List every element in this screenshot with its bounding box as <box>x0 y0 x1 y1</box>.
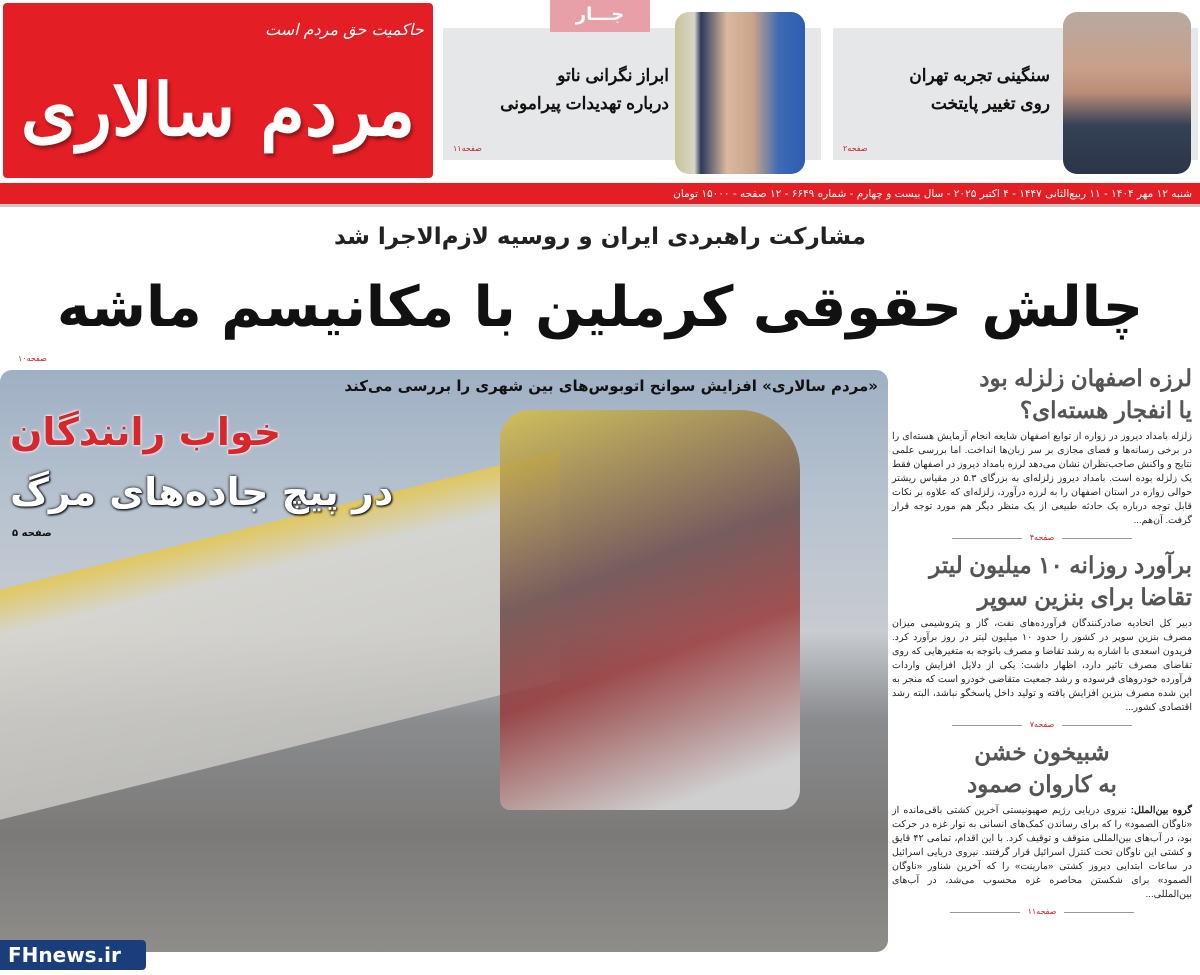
right-column <box>890 362 1200 975</box>
tagline: حاکمیت حق مردم است <box>265 20 424 39</box>
page-ref: صفحه۲ <box>843 144 868 153</box>
title-line1: برآورد روزانه ۱۰ میلیون لیتر <box>929 552 1192 578</box>
story-separator <box>892 718 1192 732</box>
divider <box>1062 725 1132 726</box>
masthead <box>3 3 433 178</box>
story-earthquake-body: زلزله بامداد دیروز در زواره از توابع اصفهان شایعه انجام آزمایش هسته‌ای را در برخی رسانه‌ها و فضای مجازی بر سر زبان‌ها انداخت. اما بررسی علمی نتایج و واکنش صاحب‌نظران نشان می‌دهد لرزه بامداد دیروز در اصفهان فقط یک زلزله بوده است. بامداد دیروز زلزله‌ای به بزرگای ۵.۳ در مقیاس ریشتر حوالی زواره در استان اصفهان را به لرزه درآورد، زلزله‌ای که علاوه بر نکات قابل توجه درباره یک حادثه طبیعی از یک منظر دیگر هم مورد توجه قرار گرفت. آن‌هم... <box>892 431 1192 526</box>
teaser-title-line1: ابراز نگرانی ناتو <box>557 66 669 85</box>
page-ref: صفحه۷ <box>1029 720 1055 729</box>
teaser-title-line2: درباره تهدیدات پیرامونی <box>500 94 669 113</box>
divider <box>952 538 1022 539</box>
lead-in: گروه بین‌الملل: <box>1130 805 1192 816</box>
teaser-photo-pezeshkian <box>1063 12 1191 174</box>
divider <box>950 912 1020 913</box>
story-earthquake-title[interactable] <box>892 362 1192 426</box>
teaser-title-line2: روی تغییر پایتخت <box>930 94 1050 113</box>
story-gasoline-body: دبیر کل اتحادیه صادرکنندگان فرآورده‌های نفت، گاز و پتروشیمی میزان مصرف بنزین سوپر در کشور را حدود ۱۰ میلیون لیتر در روز برآورد کرد. فریدون اسعدی با اشاره به رشد تقاضا و مصرف باتوجه به متغیرهایی که روی تقاضای مصرف تاثیر دارد، اظهار داشت: یکی از دلایل افزایش واردات فرآورده خودروهای فرسوده و رشد جمعیت متقاضی خودرو است که منجر به این شده مصرف بنزین افزایش یافته و تولید داخل پاسخگو نباشد، البته رشد اقتصادی کشور... <box>892 618 1192 713</box>
photo-page-ref: صفحه ۵ <box>12 528 52 539</box>
title-line1: شبیخون خشن <box>974 739 1110 765</box>
story-separator <box>892 531 1192 545</box>
lead-headline[interactable]: چالش حقوقی کرملین با مکانیسم ماشه <box>56 275 1144 340</box>
page-ref: صفحه۴ <box>1029 533 1055 542</box>
teaser-title-line1: سنگینی تجربه تهران <box>909 66 1050 85</box>
jaar-tag: جـــار <box>550 0 650 32</box>
title-line2: یا انفجار هسته‌ای؟ <box>1019 397 1192 423</box>
dateline: شنبه ۱۲ مهر ۱۴۰۴ - ۱۱ ربیع‌الثانی ۱۴۴۷ - ۴ اکتبر ۲۰۲۵ - سال بیست و چهارم - شماره ۶۶۴۹ - ۱۲ صفحه - ۱۵۰۰۰ تومان <box>0 183 1200 207</box>
divider <box>1064 912 1134 913</box>
page-ref: صفحه۱۱ <box>453 144 482 153</box>
fhnews-watermark: FHnews.ir <box>0 940 146 970</box>
story-separator <box>892 905 1192 919</box>
page-ref: صفحه۱۱ <box>1027 907 1057 916</box>
divider <box>1062 538 1132 539</box>
lead-page-ref: صفحه۱۰ <box>18 354 47 363</box>
bus-front-wreck <box>500 410 800 810</box>
photo-title-red: خواب رانندگان <box>10 410 282 454</box>
story-sumud-body <box>892 804 1192 902</box>
teaser-photo-rutte <box>675 12 805 174</box>
divider <box>952 725 1022 726</box>
title-line2: به کاروان صمود <box>967 771 1117 797</box>
bus-crash-photo[interactable] <box>0 370 888 952</box>
title-line2: تقاضا برای بنزین سوپر <box>977 584 1192 610</box>
story-sumud-title[interactable] <box>892 736 1192 800</box>
story-gasoline-title[interactable] <box>892 549 1192 613</box>
body-text: نیروی دریایی رژیم صهیونیستی آخرین کشتی باقی‌مانده از «ناوگان الصمود» را که برای رساندن کمک‌های انسانی به نوار غزه در حرکت بود، در آب‌های بین‌المللی متوقف و توقیف کرد. با این اقدام، تمامی ۴۲ قایق و کشتی این ناوگان تحت کنترل اسرائیل قرار گرفتند. نیروی دریایی اسرائیل در ساعات ابتدایی دیروز کشتی «مارینت» را که آخرین شناور «ناوگان الصمود» برای شکستن محاصره غزه محسوب می‌شد، در آب‌های بین‌المللی... <box>892 805 1192 900</box>
photo-kicker: «مردم سالاری» افزایش سوانح اتوبوس‌های بین شهری را بررسی می‌کند <box>344 377 878 395</box>
lead-kicker: مشارکت راهبردی ایران و روسیه لازم‌الاجرا شد <box>334 224 866 250</box>
photo-title-white: در پیچ جاده‌های مرگ <box>10 470 394 514</box>
title-line1: لرزه اصفهان زلزله بود <box>979 365 1192 391</box>
newspaper-logo: مردم سالاری <box>20 67 416 152</box>
